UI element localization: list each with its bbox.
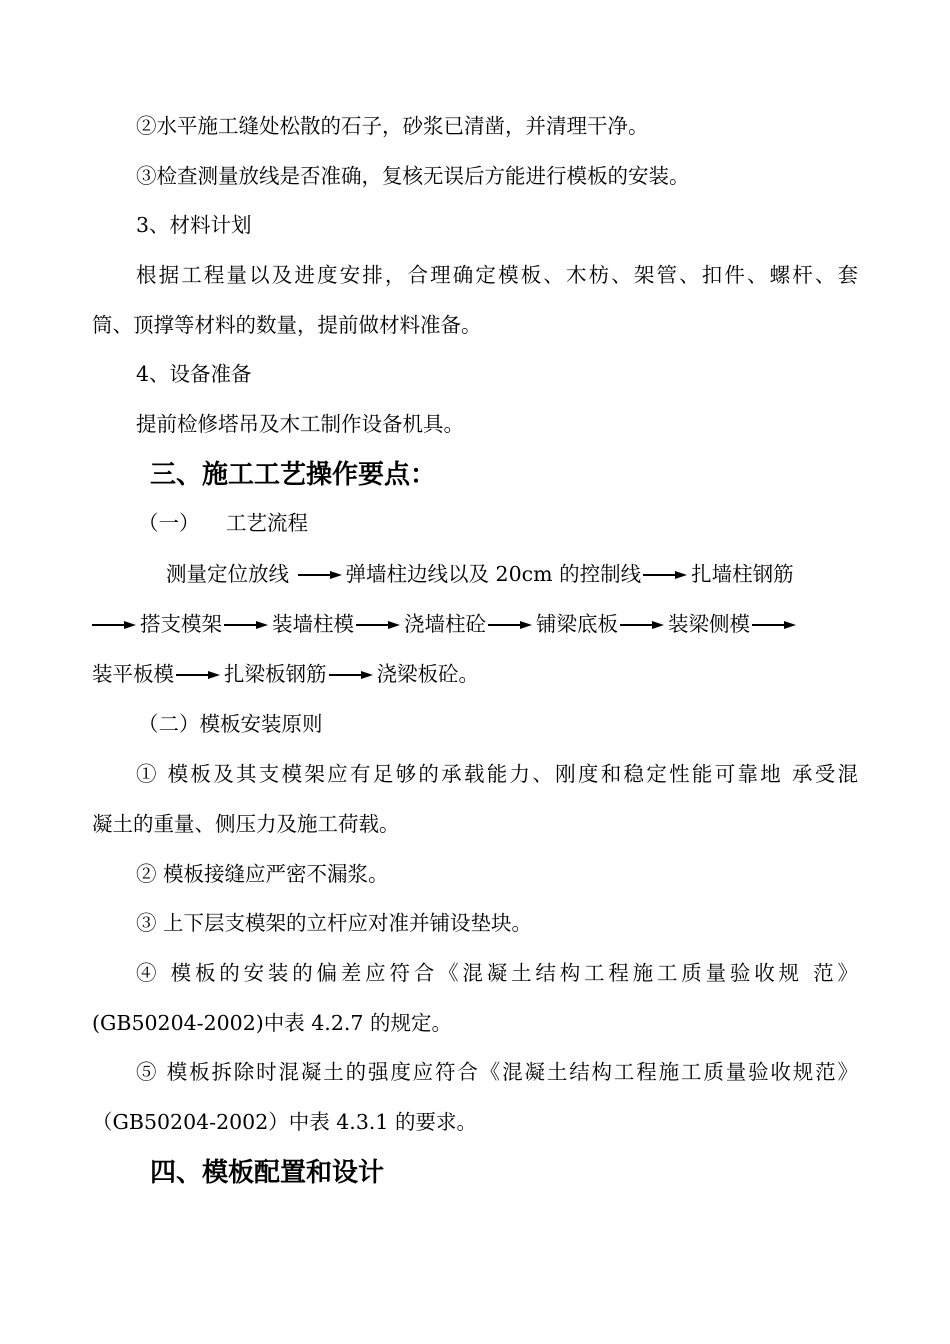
flow-step: 弹墙柱边线以及 20cm 的控制线 — [345, 562, 642, 586]
rule-4-line-2: (GB50204-2002)中表 4.2.7 的规定。 — [92, 1011, 452, 1035]
flow-line-1 — [166, 560, 794, 588]
flow-step: 扎梁板钢筋 — [224, 662, 327, 686]
heading-4: 四、模板配置和设计 — [150, 1158, 385, 1188]
flow-step: 浇梁板砼。 — [376, 662, 479, 686]
arrow-icon — [92, 618, 138, 632]
flow-step: 测量定位放线 — [166, 562, 289, 586]
flow-step: 装梁侧模 — [668, 612, 750, 636]
rule-4-line-1: ④ 模板的安装的偏差应符合《混凝土结构工程施工质量验收规 范》 — [136, 961, 858, 985]
flow-step: 铺梁底板 — [536, 612, 618, 636]
rule-5-line-2: （GB50204-2002）中表 4.3.1 的要求。 — [92, 1110, 477, 1134]
section-3-title: 3、材料计划 — [136, 213, 252, 237]
paragraph-3: ③检查测量放线是否准确，复核无误后方能进行模板的安装。 — [136, 164, 690, 188]
rule-1-line-1: ① 模板及其支模架应有足够的承载能力、刚度和稳定性能可靠地 承受混 — [136, 762, 858, 786]
arrow-icon — [176, 668, 222, 682]
arrow-icon — [643, 568, 689, 582]
subsection-1-title: 工艺流程 — [226, 511, 308, 535]
subsection-1-number: （一） — [138, 511, 200, 535]
heading-3: 三、施工工艺操作要点： — [150, 460, 437, 490]
flow-step: 装墙柱模 — [272, 612, 354, 636]
paragraph-2: ②水平施工缝处松散的石子，砂浆已清凿，并清理干净。 — [136, 114, 649, 138]
rule-2: ② 模板接缝应严密不漏浆。 — [136, 862, 389, 886]
section-4-title: 4、设备准备 — [136, 362, 252, 386]
flow-line-3 — [92, 660, 479, 688]
section-3-body-line-1: 根据工程量以及进度安排，合理确定模板、木枋、架管、扣件、螺杆、套 — [136, 263, 858, 287]
flow-line-2 — [92, 610, 800, 638]
rule-3: ③ 上下层支模架的立杆应对准并铺设垫块。 — [136, 911, 533, 935]
arrow-icon — [356, 618, 402, 632]
rule-1-line-2: 凝土的重量、侧压力及施工荷载。 — [92, 812, 400, 836]
arrow-icon — [620, 618, 666, 632]
flow-step: 浇墙柱砼 — [404, 612, 486, 636]
arrow-icon — [224, 618, 270, 632]
arrow-icon — [298, 568, 344, 582]
arrow-icon — [752, 618, 798, 632]
subsection-2-title: （二）模板安装原则 — [138, 712, 323, 736]
arrow-icon — [488, 618, 534, 632]
arrow-icon — [329, 668, 375, 682]
flow-step: 扎墙柱钢筋 — [691, 562, 794, 586]
rule-5-line-1: ⑤ 模板拆除时混凝土的强度应符合《混凝土结构工程施工质量验收规范》 — [136, 1060, 858, 1084]
section-4-body: 提前检修塔吊及木工制作设备机具。 — [136, 412, 464, 436]
flow-step: 装平板模 — [92, 662, 174, 686]
flow-step: 搭支模架 — [140, 612, 222, 636]
section-3-body-line-2: 筒、顶撑等材料的数量，提前做材料准备。 — [92, 313, 482, 337]
